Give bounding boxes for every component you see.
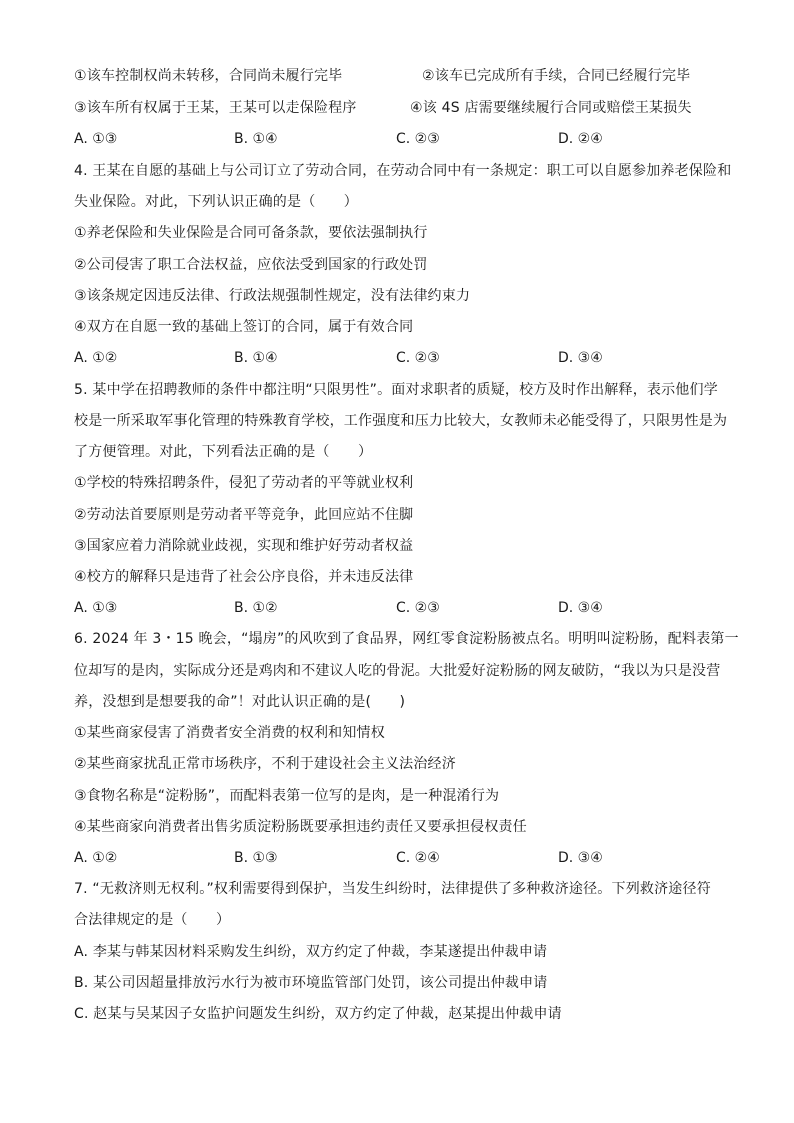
q5-option-c: C. ②③ — [396, 600, 440, 616]
q4-item-1: ①养老保险和失业保险是合同可备条款，要依法强制执行 — [74, 225, 428, 241]
q5-item-2: ②劳动法首要原则是劳动者平等竞争，此回应站不住脚 — [74, 507, 414, 523]
q6-stem-line-1: 6. 2024 年 3・15 晚会，“塌房”的风吹到了食品界，网红零食淀粉肠被点名。明明叫淀粉肠，配料表第一 — [74, 631, 739, 647]
q6-item-1: ①某些商家侵害了消费者安全消费的权利和知情权 — [74, 725, 385, 741]
q4-option-d: D. ③④ — [558, 350, 603, 366]
q4-stem-line-2: 失业保险。对此，下列认识正确的是（ ） — [74, 194, 358, 210]
q4-option-a: A. ①② — [74, 350, 118, 366]
q4-stem-line-1: 4. 王某在自愿的基础上与公司订立了劳动合同，在劳动合同中有一条规定：职工可以自愿参加养老保险和 — [74, 163, 732, 179]
q7-choice-b: B. 某公司因超量排放污水行为被市环境监管部门处罚，该公司提出仲裁申请 — [74, 975, 548, 991]
q6-option-c: C. ②④ — [396, 850, 440, 866]
q5-stem-line-3: 了方便管理。对此，下列看法正确的是（ ） — [74, 444, 373, 460]
q7-choice-a: A. 李某与韩某因材料采购发生纠纷，双方约定了仲裁，李某遂提出仲裁申请 — [74, 944, 548, 960]
q6-item-2: ②某些商家扰乱正常市场秩序，不利于建设社会主义法治经济 — [74, 756, 456, 772]
q5-stem-line-2: 校是一所采取军事化管理的特殊教育学校，工作强度和压力比较大，女教师未必能受得了，只限男性是为 — [74, 413, 728, 429]
q3-item-3: ③该车所有权属于王某，王某可以走保险程序 — [74, 100, 357, 116]
q3-option-a: A. ①③ — [74, 131, 118, 147]
q6-item-4: ④某些商家向消费者出售劣质淀粉肠既要承担违约责任又要承担侵权责任 — [74, 819, 527, 835]
q5-option-a: A. ①③ — [74, 600, 118, 616]
q3-item-1: ①该车控制权尚未转移，合同尚未履行完毕 — [74, 68, 343, 84]
q4-item-2: ②公司侵害了职工合法权益，应依法受到国家的行政处罚 — [74, 257, 428, 273]
q4-option-b: B. ①④ — [234, 350, 278, 366]
q5-item-3: ③国家应着力消除就业歧视，实现和维护好劳动者权益 — [74, 538, 414, 554]
q6-stem-line-2: 位却写的是肉，实际成分还是鸡肉和不建议人吃的骨泥。大批爱好淀粉肠的网友破防，“我以为只是没营 — [74, 663, 721, 679]
q6-option-a: A. ①② — [74, 850, 118, 866]
q7-stem-line-1: 7. “无救济则无权利。”权利需要得到保护，当发生纠纷时，法律提供了多种救济途径。下列救济途径符 — [74, 881, 711, 897]
q5-option-d: D. ③④ — [558, 600, 603, 616]
q7-stem-line-2: 合法律规定的是（ ） — [74, 912, 231, 928]
q5-item-1: ①学校的特殊招聘条件，侵犯了劳动者的平等就业权利 — [74, 475, 414, 491]
q6-stem-line-3: 养，没想到是想要我的命”！对此认识正确的是( ) — [74, 694, 406, 710]
q3-option-b: B. ①④ — [234, 131, 278, 147]
q4-item-4: ④双方在自愿一致的基础上签订的合同，属于有效合同 — [74, 319, 414, 335]
q7-choice-c: C. 赵某与吴某因子女监护问题发生纠纷，双方约定了仲裁，赵某提出仲裁申请 — [74, 1006, 562, 1022]
q3-option-c: C. ②③ — [396, 131, 440, 147]
q4-item-3: ③该条规定因违反法律、行政法规强制性规定，没有法律约束力 — [74, 288, 471, 304]
q6-option-b: B. ①③ — [234, 850, 278, 866]
q3-item-2: ②该车已完成所有手续，合同已经履行完毕 — [422, 68, 691, 84]
q5-stem-line-1: 5. 某中学在招聘教师的条件中都注明“只限男性”。面对求职者的质疑，校方及时作出解释，表示他们学 — [74, 382, 718, 398]
q6-option-d: D. ③④ — [558, 850, 603, 866]
q4-option-c: C. ②③ — [396, 350, 440, 366]
q3-option-d: D. ②④ — [558, 131, 603, 147]
q5-option-b: B. ①② — [234, 600, 278, 616]
q6-item-3: ③食物名称是“淀粉肠”，而配料表第一位写的是肉，是一种混淆行为 — [74, 788, 500, 804]
q5-item-4: ④校方的解释只是违背了社会公序良俗，并未违反法律 — [74, 569, 414, 585]
q3-item-4: ④该 4S 店需要继续履行合同或赔偿王某损失 — [410, 100, 692, 116]
